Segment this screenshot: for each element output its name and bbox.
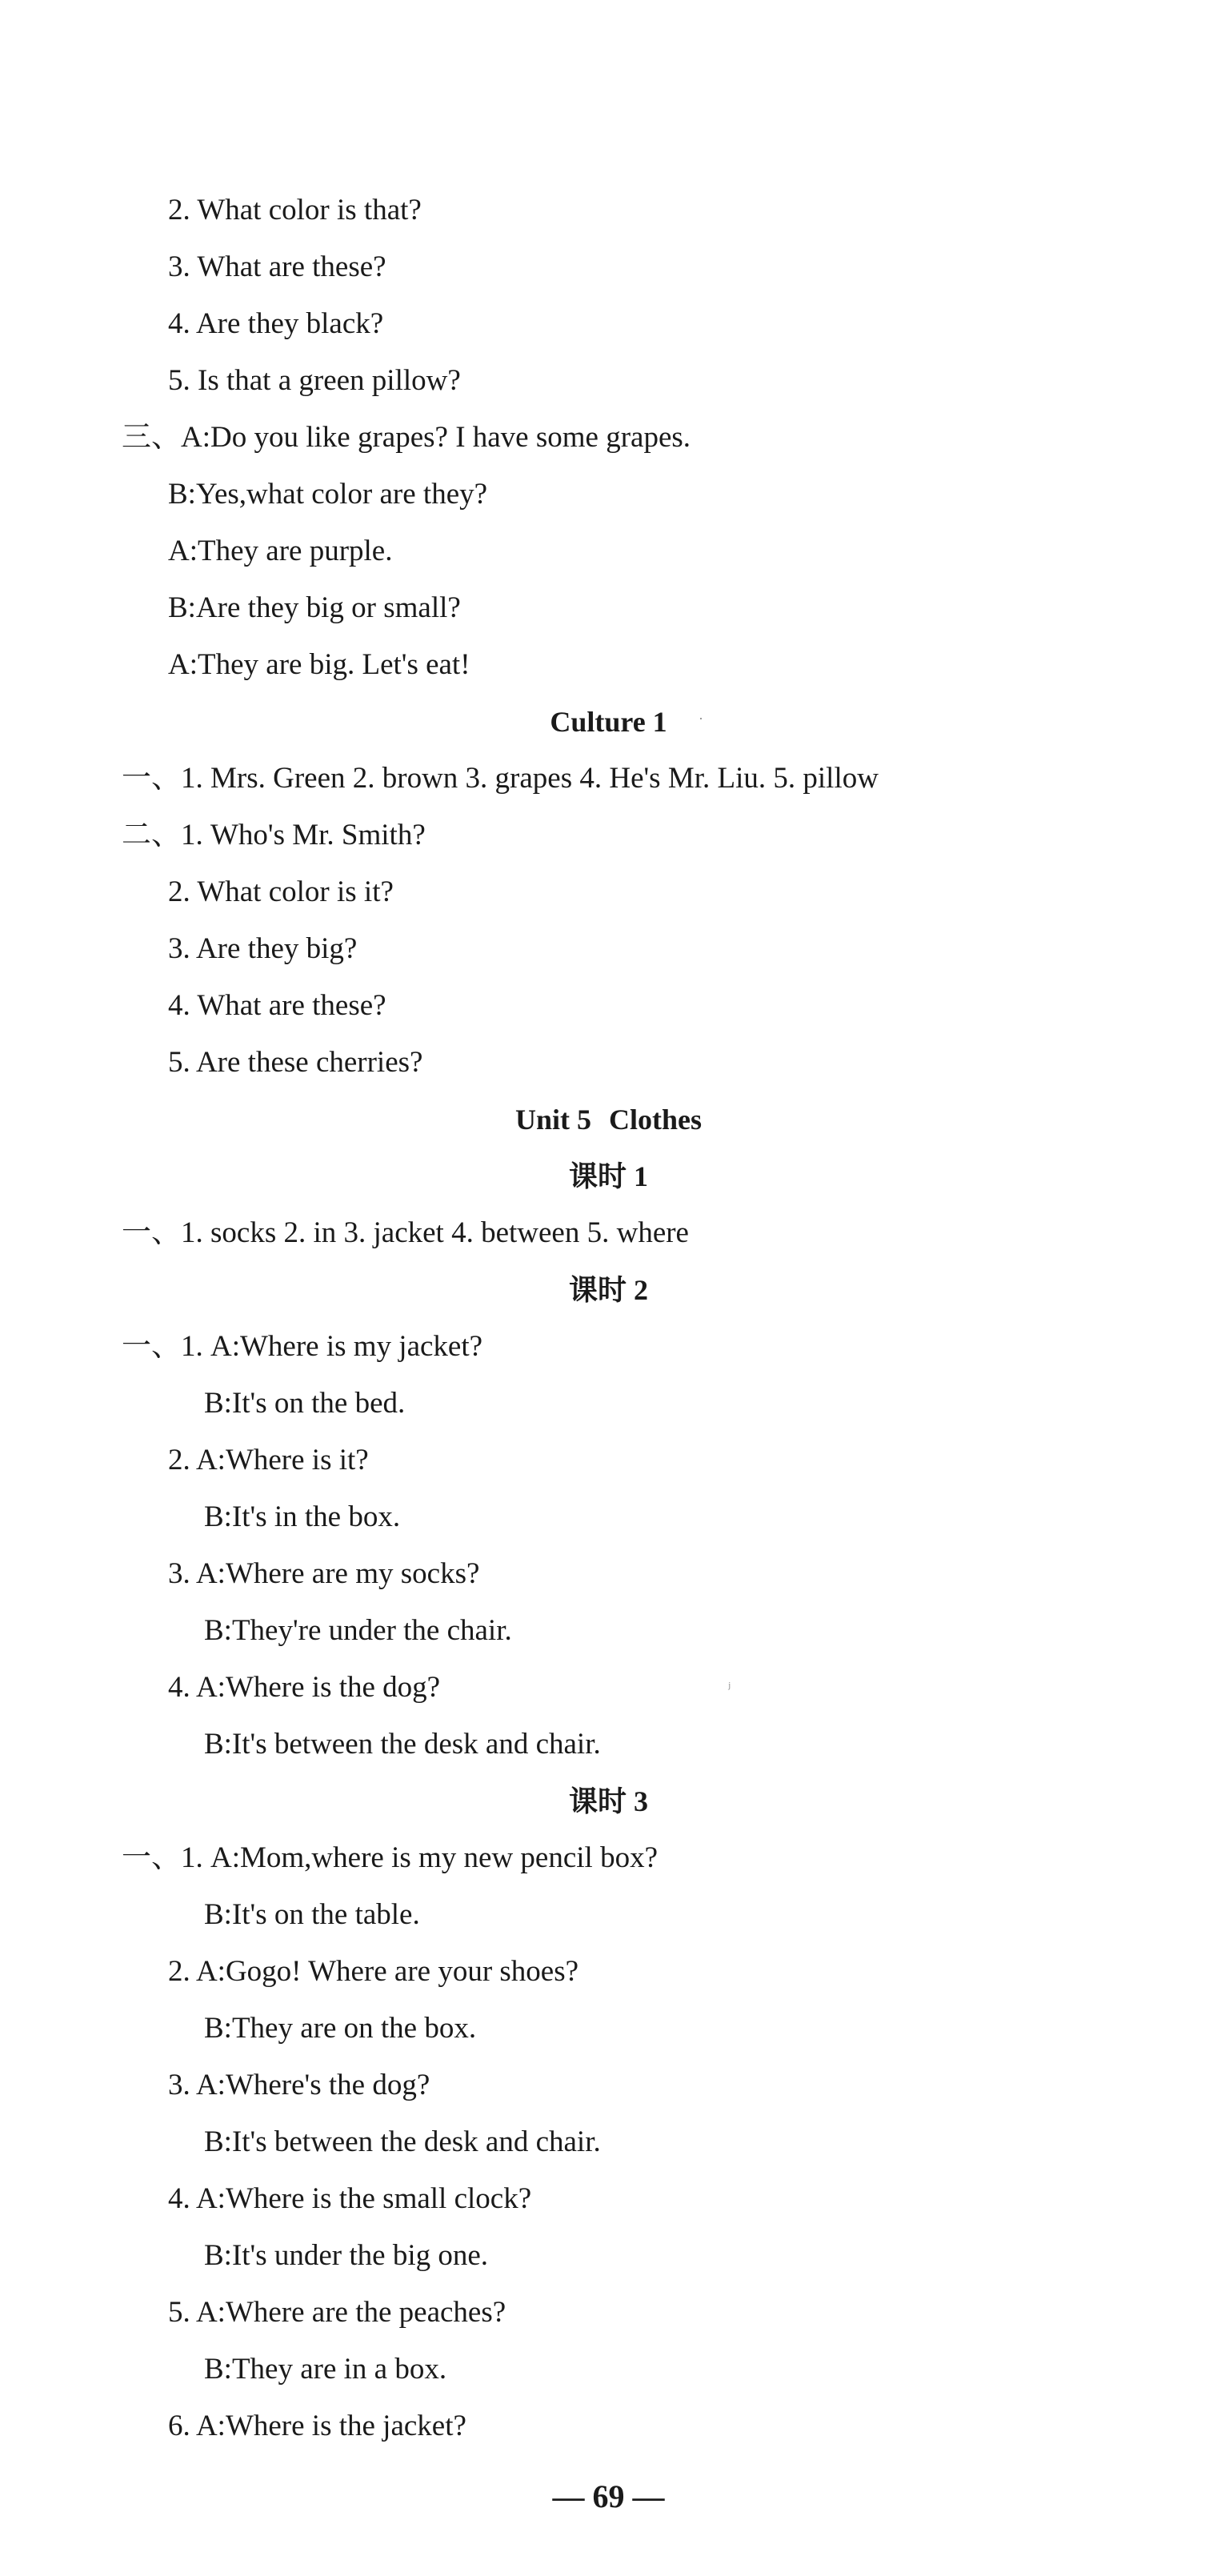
answer-line: 一、1. A:Where is my jacket?: [122, 1330, 483, 1363]
unit-title: Clothes: [609, 1104, 702, 1136]
answer-line: 4. A:Where is the dog?: [168, 1671, 441, 1704]
answer-line: 3. A:Where are my socks?: [168, 1557, 480, 1590]
answer-line: B:They are in a box.: [204, 2353, 447, 2386]
answer-line: A:They are purple.: [168, 535, 393, 567]
unit-number: Unit 5: [514, 1104, 591, 1136]
section-heading-unit: [0, 1102, 1217, 1137]
answer-line: 5. Is that a green pillow?: [168, 364, 461, 397]
answer-line: 一、1. A:Mom,where is my new pencil box?: [122, 1841, 658, 1874]
answer-line: B:It's between the desk and chair.: [204, 1728, 601, 1761]
answer-line: 二、1. Who's Mr. Smith?: [122, 819, 426, 851]
answer-line: 2. What color is it?: [168, 875, 394, 908]
page-number: — 69 —: [552, 2478, 665, 2514]
answer-line: 4. A:Where is the small clock?: [168, 2182, 532, 2215]
answer-line: B:It's in the box.: [204, 1500, 401, 1533]
answer-line: 5. Are these cherries?: [168, 1046, 423, 1079]
answer-line: 5. A:Where are the peaches?: [168, 2296, 506, 2329]
lesson-heading: 课时 2: [568, 1274, 648, 1306]
answer-line: 三、A:Do you like grapes? I have some grapes.: [122, 421, 691, 454]
answer-line: 3. What are these?: [168, 250, 386, 283]
scan-speck: ·: [699, 711, 703, 727]
answer-line: 3. A:Where's the dog?: [168, 2069, 430, 2101]
answer-line: 2. What color is that?: [168, 194, 422, 226]
answer-line: 6. A:Where is the jacket?: [168, 2410, 466, 2442]
lesson-heading: 课时 3: [568, 1785, 648, 1817]
answer-line: B:They are on the box.: [204, 2012, 477, 2045]
section-heading-culture: Culture 1: [550, 706, 667, 738]
answer-line: 2. A:Where is it?: [168, 1444, 369, 1476]
answer-line: B:They're under the chair.: [204, 1614, 512, 1647]
answer-line: B:It's under the big one.: [204, 2239, 489, 2272]
answer-line: B:It's on the table.: [204, 1898, 420, 1931]
answer-line: B:Are they big or small?: [168, 591, 461, 624]
answer-line: B:Yes,what color are they?: [168, 478, 488, 511]
answer-line: 2. A:Gogo! Where are your shoes?: [168, 1955, 579, 1988]
answer-line: 一、1. socks 2. in 3. jacket 4. between 5. where: [122, 1216, 689, 1249]
answer-line: B:It's between the desk and chair.: [204, 2125, 601, 2158]
answer-line: A:They are big. Let's eat!: [168, 648, 470, 681]
answer-line: 一、1. Mrs. Green 2. brown 3. grapes 4. He's Mr. Liu. 5. pillow: [122, 762, 879, 795]
answer-line: 3. Are they big?: [168, 932, 358, 965]
answer-line: 4. Are they black?: [168, 307, 384, 340]
scan-speck: ʲ: [728, 1679, 731, 1695]
answer-line: B:It's on the bed.: [204, 1387, 406, 1420]
answer-line: 4. What are these?: [168, 989, 386, 1022]
lesson-heading: 课时 1: [568, 1160, 648, 1192]
